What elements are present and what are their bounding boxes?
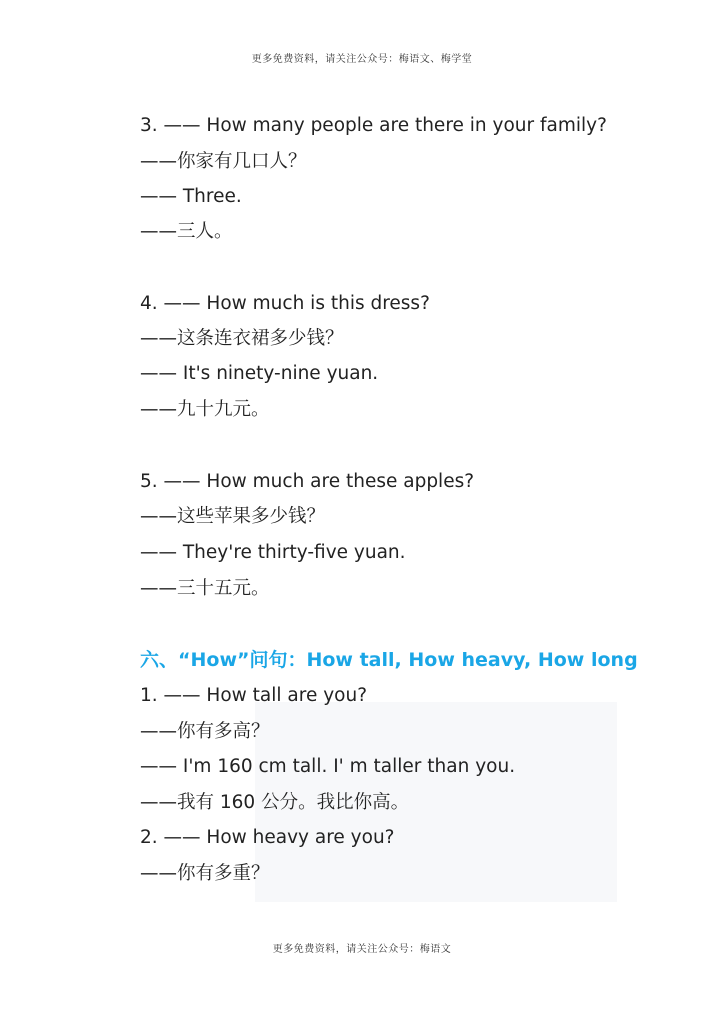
section-six-question-2-chinese: ——你有多重？ bbox=[140, 863, 270, 884]
answer-5-english: —— They're thirty-five yuan. bbox=[140, 542, 406, 563]
section-six-answer-1-chinese: ——我有 160 公分。我比你高。 bbox=[140, 792, 410, 813]
answer-3-english: —— Three. bbox=[140, 186, 242, 207]
answer-3-chinese: ——三人。 bbox=[140, 221, 233, 242]
question-4-english: 4. —— How much is this dress? bbox=[140, 293, 430, 314]
section-six-heading: 六、“How”问句：How tall, How heavy, How long bbox=[140, 649, 638, 671]
question-5-chinese: ——这些苹果多少钱？ bbox=[140, 506, 326, 527]
section-six-answer-1-english: —— I'm 160 cm tall. I' m taller than you. bbox=[140, 756, 516, 777]
header-note: 更多免费资料，请关注公众号：梅语文、梅学堂 bbox=[251, 54, 473, 65]
question-3-english: 3. —— How many people are there in your family? bbox=[140, 115, 607, 136]
question-5-english: 5. —— How much are these apples? bbox=[140, 471, 475, 492]
section-six-question-2-english: 2. —— How heavy are you? bbox=[140, 827, 395, 848]
answer-5-chinese: ——三十五元。 bbox=[140, 578, 270, 599]
question-3-chinese: ——你家有几口人？ bbox=[140, 151, 307, 172]
answer-4-chinese: ——九十九元。 bbox=[140, 399, 270, 420]
section-six-question-1-english: 1. —— How tall are you? bbox=[140, 685, 368, 706]
footer-note: 更多免费资料，请关注公众号：梅语文 bbox=[272, 944, 452, 955]
section-six-question-1-chinese: ——你有多高？ bbox=[140, 721, 270, 742]
question-4-chinese: ——这条连衣裙多少钱？ bbox=[140, 328, 344, 349]
answer-4-english: —— It's ninety-nine yuan. bbox=[140, 363, 379, 384]
